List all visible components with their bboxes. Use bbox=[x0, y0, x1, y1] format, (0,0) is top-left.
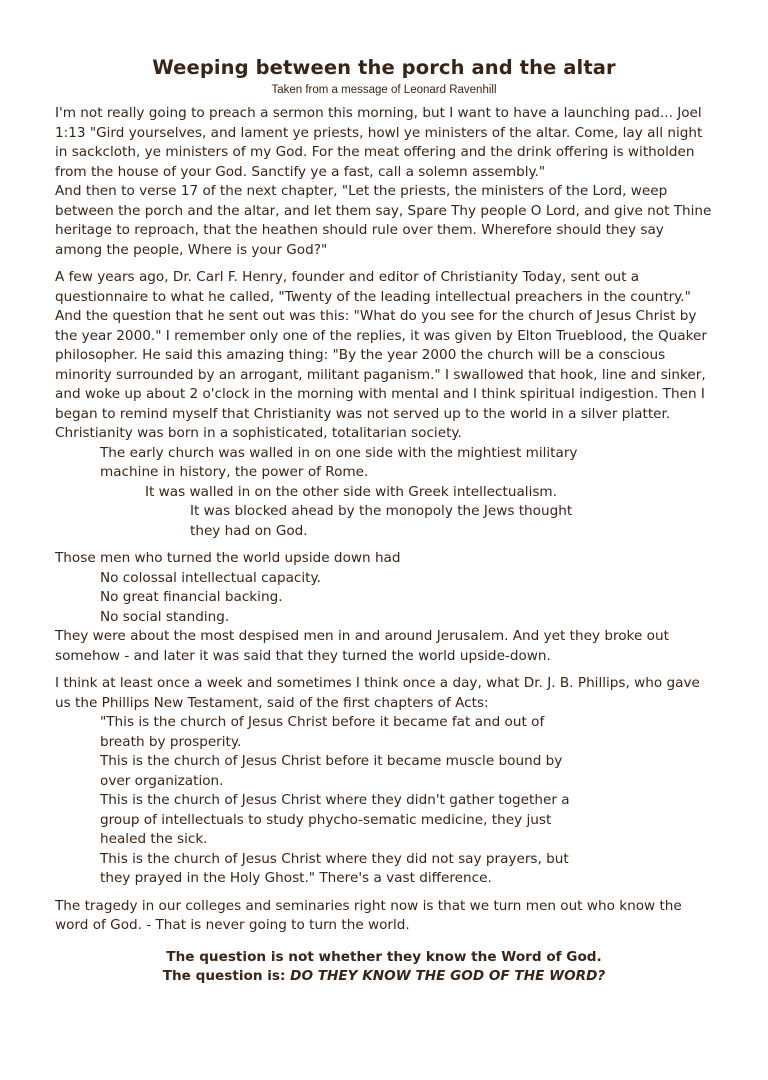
closing-line-2 bbox=[55, 967, 713, 987]
document-page bbox=[0, 56, 768, 1080]
quote-line: This is the church of Jesus Christ where they did not say prayers, but they prayed in the Holy Ghost." There's a vast difference. bbox=[100, 850, 569, 886]
list-item: No colossal intellectual capacity. bbox=[100, 569, 321, 586]
document-subtitle: Taken from a message of Leonard Ravenhill bbox=[271, 84, 497, 96]
quote-line: This is the church of Jesus Christ before it became muscle bound by over organization. bbox=[100, 753, 563, 789]
paragraph-4-lead: I think at least once a week and sometimes I think once a day, what Dr. J. B. Phillips, who gave us the Phillips New Testament, said of the first chapters of Acts: bbox=[55, 675, 700, 711]
paragraph-2: A few years ago, Dr. Carl F. Henry, founder and editor of Christianity Today, sent out a questionnaire to what he called, "Twenty of the leading intellectual preachers in the country." And the question that he sent out was this: "What do you see for the church of Jesus Christ by the year 2000." I remember only one of the replies, it was given by Elton Trueblood, the Quaker philosopher. He said this amazing thing: "By the year 2000 the church will be a conscious minority surrounded by an arrogant, militant paganism." I swallowed that hook, line and sinker, and woke up about 2 o'clock in the morning with mental and I think spiritual indigestion. Then I began to remind myself that Christianity was not served up to the world in a silver platter. Christianity was born in a sophisticated, totalitarian society. bbox=[55, 269, 707, 441]
paragraph-3-tail: They were about the most despised men in and around Jerusalem. And yet they broke out somehow - and later it was said that they turned the world upside-down. bbox=[55, 628, 669, 664]
closing-line-1: The question is not whether they know the Word of God. bbox=[166, 948, 602, 965]
paragraph-5: The tragedy in our colleges and seminaries right now is that we turn men out who know the word of God. - That is never going to turn the world. bbox=[55, 897, 682, 933]
closing-line-2-emphasis: DO THEY KNOW THE GOD OF THE WORD? bbox=[290, 968, 606, 984]
indented-line-2: It was walled in on the other side with Greek intellectualism. bbox=[145, 483, 557, 500]
quote-line: This is the church of Jesus Christ where they didn't gather together a group of intellectuals to study phycho-sematic medicine, they just healed the sick. bbox=[100, 792, 570, 847]
list-item: No great financial backing. bbox=[100, 589, 283, 605]
document-body bbox=[55, 104, 713, 936]
closing-statement bbox=[55, 948, 713, 987]
document-title: Weeping between the porch and the altar bbox=[152, 56, 616, 79]
indented-line-1: The early church was walled in on one side with the mightiest military machine in history, the power of Rome. bbox=[100, 444, 578, 480]
paragraph-3-lead: Those men who turned the world upside down had bbox=[55, 550, 401, 566]
quote-line: "This is the church of Jesus Christ before it became fat and out of breath by prosperity. bbox=[100, 714, 545, 750]
list-item: No social standing. bbox=[100, 608, 230, 625]
indented-line-3: It was blocked ahead by the monopoly the Jews thought they had on God. bbox=[190, 503, 573, 539]
paragraph-1b: And then to verse 17 of the next chapter, "Let the priests, the ministers of the Lord, weep between the porch and the altar, and let them say, Spare Thy people O Lord, and give not Thine heritage to reproach, that the heathen should rule over them. Wherefore should they say among the people, Where is your God?" bbox=[55, 183, 712, 258]
closing-line-2-lead: The question is: bbox=[162, 968, 291, 984]
paragraph-1a: I'm not really going to preach a sermon this morning, but I want to have a launching pad... Joel 1:13 "Gird yourselves, and lament ye priests, howl ye ministers of the altar. Come, lay all night in sackcloth, ye ministers of my God. For the meat offering and the drink offering is witholden from the house of your God. Sanctify ye a fast, call a solemn assembly." bbox=[55, 105, 703, 180]
